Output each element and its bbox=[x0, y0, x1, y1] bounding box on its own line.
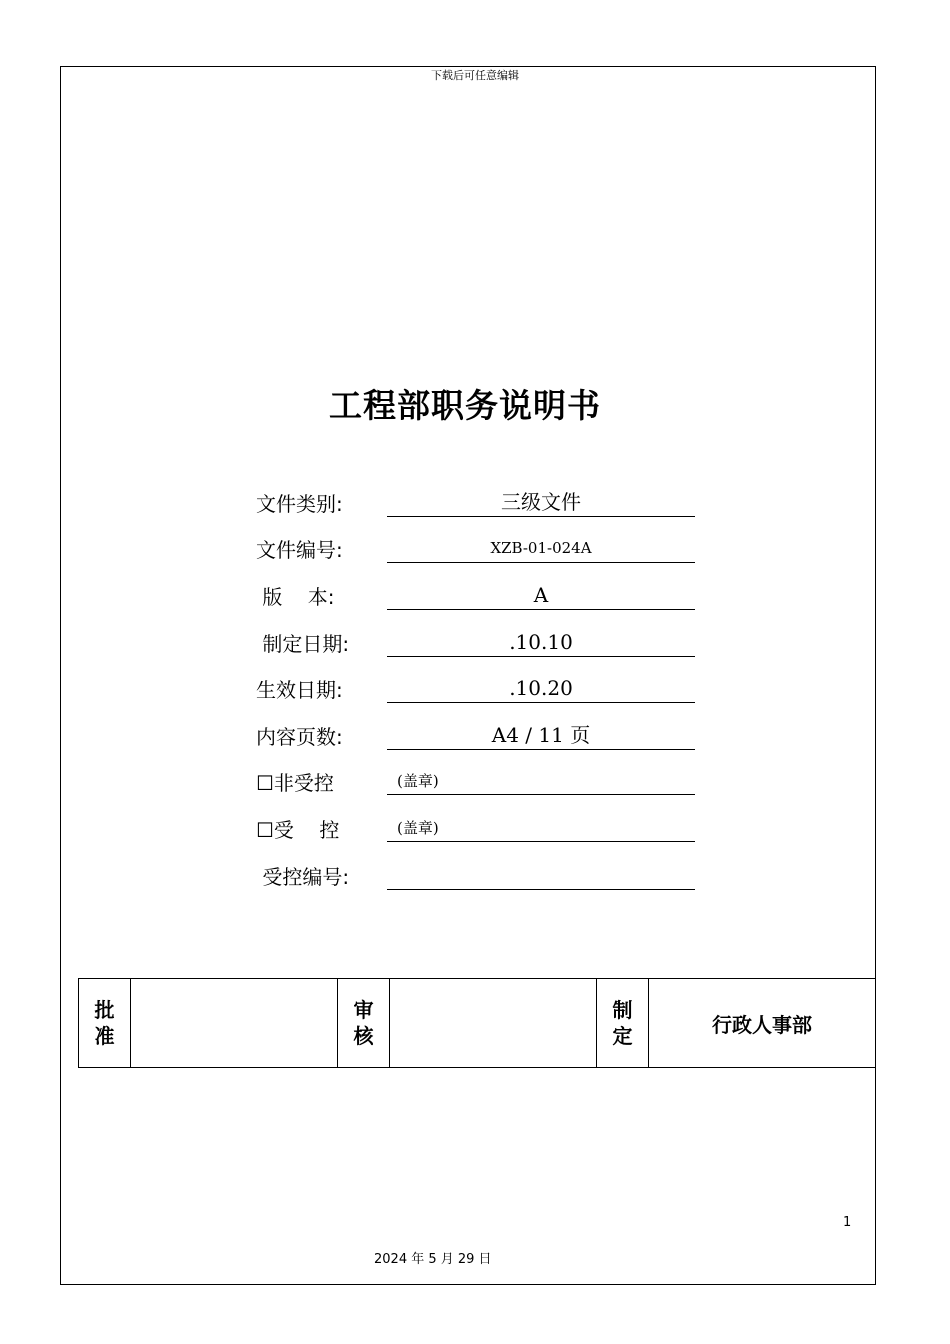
field-uncontrolled bbox=[256, 767, 696, 797]
checkbox-label: ☐受 控 bbox=[256, 818, 340, 842]
footer-date: 2024 年 5 月 29 日 bbox=[374, 1252, 492, 1267]
approve-label-2: 准 bbox=[94, 1024, 115, 1048]
page-number: 1 bbox=[843, 1215, 852, 1230]
field-label: 内容页数: bbox=[256, 725, 343, 749]
stamp-field: (盖章) bbox=[387, 767, 695, 795]
make-label-1: 制 bbox=[612, 998, 633, 1022]
stamp-field: (盖章) bbox=[387, 814, 695, 842]
field-value bbox=[387, 861, 695, 890]
checkbox-label: ☐非受控 bbox=[256, 771, 334, 795]
header-note: 下载后可任意编辑 bbox=[431, 69, 519, 82]
make-label-2: 定 bbox=[612, 1024, 633, 1048]
approve-label-cell bbox=[79, 979, 131, 1068]
field-value: A4 / 11 页 bbox=[387, 721, 695, 750]
make-label-cell bbox=[597, 979, 649, 1068]
review-label-2: 核 bbox=[353, 1024, 374, 1048]
field-value: .10.10 bbox=[387, 628, 695, 657]
field-value: XZB-01-024A bbox=[387, 534, 695, 563]
field-label: 文件编号: bbox=[256, 538, 343, 562]
department-name: 行政人事部 bbox=[712, 1012, 812, 1037]
field-controlled bbox=[256, 814, 696, 844]
approve-label-1: 批 bbox=[94, 998, 115, 1022]
field-page-count bbox=[256, 721, 696, 751]
field-value: 三级文件 bbox=[387, 488, 695, 517]
field-effective-date bbox=[256, 674, 696, 704]
field-version bbox=[256, 581, 696, 611]
document-title: 工程部职务说明书 bbox=[329, 386, 601, 425]
field-file-category bbox=[256, 488, 696, 518]
field-control-number bbox=[256, 861, 696, 891]
department-cell bbox=[649, 979, 876, 1068]
field-value: .10.20 bbox=[387, 674, 695, 703]
field-label: 版 本: bbox=[256, 585, 335, 609]
approve-cell bbox=[131, 979, 338, 1068]
review-label-1: 审 bbox=[353, 998, 374, 1022]
field-label: 文件类别: bbox=[256, 492, 343, 516]
field-file-number bbox=[256, 534, 696, 564]
field-label: 生效日期: bbox=[256, 678, 343, 702]
signature-table bbox=[78, 978, 876, 1068]
field-label: 受控编号: bbox=[256, 865, 350, 889]
field-value: A bbox=[387, 581, 695, 610]
field-made-date bbox=[256, 628, 696, 658]
review-label-cell bbox=[338, 979, 390, 1068]
field-label: 制定日期: bbox=[256, 632, 350, 656]
review-cell bbox=[390, 979, 597, 1068]
